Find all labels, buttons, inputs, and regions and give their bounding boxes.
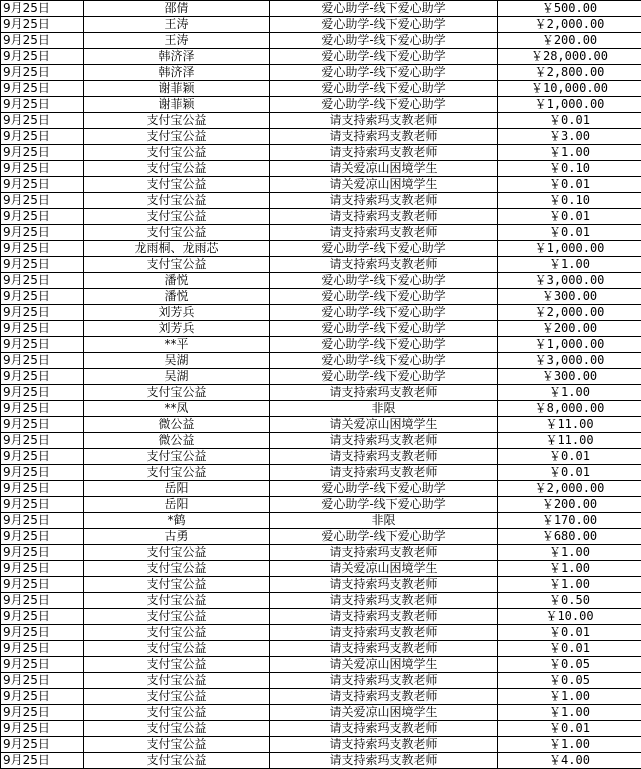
date-cell: 9月25日 xyxy=(1,81,84,97)
date-cell: 9月25日 xyxy=(1,625,84,641)
donor-cell: 王涛 xyxy=(84,33,270,49)
date-cell: 9月25日 xyxy=(1,497,84,513)
amount-cell: ￥0.01 xyxy=(498,641,641,657)
table-row xyxy=(1,753,641,769)
table-row xyxy=(1,369,641,385)
table-row xyxy=(1,593,641,609)
amount-cell: ￥1.00 xyxy=(498,561,641,577)
table-row xyxy=(1,577,641,593)
table-row xyxy=(1,81,641,97)
purpose-cell: 爱心助学-线下爱心助学 xyxy=(270,97,498,113)
purpose-cell: 请关爱凉山困境学生 xyxy=(270,417,498,433)
purpose-cell: 请支持索玛支教老师 xyxy=(270,753,498,769)
table-row xyxy=(1,705,641,721)
purpose-cell: 请支持索玛支教老师 xyxy=(270,209,498,225)
purpose-cell: 请支持索玛支教老师 xyxy=(270,673,498,689)
amount-cell: ￥2,800.00 xyxy=(498,65,641,81)
purpose-cell: 请支持索玛支教老师 xyxy=(270,577,498,593)
amount-cell: ￥1.00 xyxy=(498,737,641,753)
donor-cell: **凤 xyxy=(84,401,270,417)
purpose-cell: 爱心助学-线下爱心助学 xyxy=(270,49,498,65)
amount-cell: ￥3,000.00 xyxy=(498,273,641,289)
table-row xyxy=(1,417,641,433)
amount-cell: ￥0.01 xyxy=(498,625,641,641)
date-cell: 9月25日 xyxy=(1,401,84,417)
amount-cell: ￥10.00 xyxy=(498,609,641,625)
date-cell: 9月25日 xyxy=(1,593,84,609)
purpose-cell: 请支持索玛支教老师 xyxy=(270,721,498,737)
purpose-cell: 爱心助学-线下爱心助学 xyxy=(270,529,498,545)
donor-cell: 韩济泽 xyxy=(84,49,270,65)
amount-cell: ￥300.00 xyxy=(498,369,641,385)
date-cell: 9月25日 xyxy=(1,161,84,177)
amount-cell: ￥680.00 xyxy=(498,529,641,545)
amount-cell: ￥300.00 xyxy=(498,289,641,305)
amount-cell: ￥1.00 xyxy=(498,545,641,561)
table-row xyxy=(1,737,641,753)
purpose-cell: 请支持索玛支教老师 xyxy=(270,129,498,145)
purpose-cell: 爱心助学-线下爱心助学 xyxy=(270,1,498,17)
date-cell: 9月25日 xyxy=(1,145,84,161)
purpose-cell: 请支持索玛支教老师 xyxy=(270,145,498,161)
amount-cell: ￥1,000.00 xyxy=(498,337,641,353)
donor-cell: 支付宝公益 xyxy=(84,593,270,609)
donor-cell: 支付宝公益 xyxy=(84,721,270,737)
purpose-cell: 爱心助学-线下爱心助学 xyxy=(270,321,498,337)
date-cell: 9月25日 xyxy=(1,321,84,337)
date-cell: 9月25日 xyxy=(1,113,84,129)
amount-cell: ￥3.00 xyxy=(498,129,641,145)
amount-cell: ￥200.00 xyxy=(498,497,641,513)
date-cell: 9月25日 xyxy=(1,305,84,321)
purpose-cell: 请关爱凉山困境学生 xyxy=(270,177,498,193)
table-row xyxy=(1,609,641,625)
date-cell: 9月25日 xyxy=(1,177,84,193)
date-cell: 9月25日 xyxy=(1,33,84,49)
amount-cell: ￥3,000.00 xyxy=(498,353,641,369)
amount-cell: ￥2,000.00 xyxy=(498,481,641,497)
donor-cell: 支付宝公益 xyxy=(84,737,270,753)
date-cell: 9月25日 xyxy=(1,513,84,529)
donor-cell: 潘悦 xyxy=(84,289,270,305)
donor-cell: 支付宝公益 xyxy=(84,113,270,129)
date-cell: 9月25日 xyxy=(1,689,84,705)
purpose-cell: 请支持索玛支教老师 xyxy=(270,113,498,129)
donor-cell: 支付宝公益 xyxy=(84,641,270,657)
purpose-cell: 非限 xyxy=(270,401,498,417)
table-row xyxy=(1,257,641,273)
donor-cell: 吴湖 xyxy=(84,353,270,369)
table-row xyxy=(1,401,641,417)
table-row xyxy=(1,193,641,209)
date-cell: 9月25日 xyxy=(1,449,84,465)
donor-cell: 吴湖 xyxy=(84,369,270,385)
donor-cell: 潘悦 xyxy=(84,273,270,289)
amount-cell: ￥0.01 xyxy=(498,113,641,129)
purpose-cell: 请支持索玛支教老师 xyxy=(270,449,498,465)
amount-cell: ￥2,000.00 xyxy=(498,305,641,321)
amount-cell: ￥0.01 xyxy=(498,465,641,481)
purpose-cell: 请支持索玛支教老师 xyxy=(270,689,498,705)
donor-cell: 微公益 xyxy=(84,433,270,449)
donor-cell: 支付宝公益 xyxy=(84,209,270,225)
amount-cell: ￥0.01 xyxy=(498,209,641,225)
date-cell: 9月25日 xyxy=(1,209,84,225)
date-cell: 9月25日 xyxy=(1,337,84,353)
purpose-cell: 请支持索玛支教老师 xyxy=(270,433,498,449)
amount-cell: ￥0.01 xyxy=(498,225,641,241)
table-row xyxy=(1,721,641,737)
table-row xyxy=(1,433,641,449)
date-cell: 9月25日 xyxy=(1,273,84,289)
donor-cell: 支付宝公益 xyxy=(84,577,270,593)
amount-cell: ￥0.10 xyxy=(498,193,641,209)
donor-cell: 支付宝公益 xyxy=(84,657,270,673)
amount-cell: ￥200.00 xyxy=(498,321,641,337)
date-cell: 9月25日 xyxy=(1,465,84,481)
amount-cell: ￥4.00 xyxy=(498,753,641,769)
purpose-cell: 请支持索玛支教老师 xyxy=(270,641,498,657)
donor-cell: 支付宝公益 xyxy=(84,753,270,769)
donor-cell: 支付宝公益 xyxy=(84,193,270,209)
table-row xyxy=(1,225,641,241)
table-row xyxy=(1,449,641,465)
date-cell: 9月25日 xyxy=(1,753,84,769)
amount-cell: ￥11.00 xyxy=(498,433,641,449)
purpose-cell: 爱心助学-线下爱心助学 xyxy=(270,369,498,385)
donor-cell: 王涛 xyxy=(84,17,270,33)
table-row xyxy=(1,65,641,81)
table-row xyxy=(1,353,641,369)
donor-cell: 支付宝公益 xyxy=(84,449,270,465)
donor-cell: 龙雨桐、龙雨芯 xyxy=(84,241,270,257)
table-row xyxy=(1,513,641,529)
table-row xyxy=(1,305,641,321)
table-row xyxy=(1,17,641,33)
donor-cell: 岳阳 xyxy=(84,481,270,497)
purpose-cell: 爱心助学-线下爱心助学 xyxy=(270,289,498,305)
date-cell: 9月25日 xyxy=(1,97,84,113)
amount-cell: ￥10,000.00 xyxy=(498,81,641,97)
purpose-cell: 爱心助学-线下爱心助学 xyxy=(270,337,498,353)
donor-cell: 支付宝公益 xyxy=(84,129,270,145)
amount-cell: ￥1,000.00 xyxy=(498,241,641,257)
date-cell: 9月25日 xyxy=(1,385,84,401)
purpose-cell: 请支持索玛支教老师 xyxy=(270,545,498,561)
amount-cell: ￥1.00 xyxy=(498,385,641,401)
purpose-cell: 爱心助学-线下爱心助学 xyxy=(270,305,498,321)
date-cell: 9月25日 xyxy=(1,289,84,305)
donor-cell: **平 xyxy=(84,337,270,353)
table-row xyxy=(1,465,641,481)
purpose-cell: 请关爱凉山困境学生 xyxy=(270,705,498,721)
table-row xyxy=(1,289,641,305)
date-cell: 9月25日 xyxy=(1,65,84,81)
donor-cell: 微公益 xyxy=(84,417,270,433)
donor-cell: 谢菲颖 xyxy=(84,97,270,113)
table-row xyxy=(1,545,641,561)
amount-cell: ￥1.00 xyxy=(498,705,641,721)
donor-cell: 支付宝公益 xyxy=(84,225,270,241)
purpose-cell: 爱心助学-线下爱心助学 xyxy=(270,241,498,257)
date-cell: 9月25日 xyxy=(1,673,84,689)
donor-cell: 支付宝公益 xyxy=(84,689,270,705)
table-row xyxy=(1,385,641,401)
donor-cell: 支付宝公益 xyxy=(84,705,270,721)
amount-cell: ￥11.00 xyxy=(498,417,641,433)
amount-cell: ￥8,000.00 xyxy=(498,401,641,417)
table-row xyxy=(1,273,641,289)
purpose-cell: 爱心助学-线下爱心助学 xyxy=(270,353,498,369)
date-cell: 9月25日 xyxy=(1,705,84,721)
date-cell: 9月25日 xyxy=(1,561,84,577)
amount-cell: ￥0.50 xyxy=(498,593,641,609)
donor-cell: 刘芳兵 xyxy=(84,321,270,337)
table-row xyxy=(1,657,641,673)
table-row xyxy=(1,561,641,577)
table-row xyxy=(1,113,641,129)
table-row xyxy=(1,689,641,705)
purpose-cell: 非限 xyxy=(270,513,498,529)
amount-cell: ￥1.00 xyxy=(498,257,641,273)
donor-cell: 支付宝公益 xyxy=(84,545,270,561)
table-row xyxy=(1,129,641,145)
date-cell: 9月25日 xyxy=(1,481,84,497)
donor-cell: 支付宝公益 xyxy=(84,385,270,401)
purpose-cell: 请支持索玛支教老师 xyxy=(270,593,498,609)
date-cell: 9月25日 xyxy=(1,657,84,673)
amount-cell: ￥200.00 xyxy=(498,33,641,49)
purpose-cell: 请支持索玛支教老师 xyxy=(270,737,498,753)
amount-cell: ￥1.00 xyxy=(498,145,641,161)
purpose-cell: 请支持索玛支教老师 xyxy=(270,257,498,273)
date-cell: 9月25日 xyxy=(1,49,84,65)
amount-cell: ￥0.05 xyxy=(498,673,641,689)
date-cell: 9月25日 xyxy=(1,17,84,33)
purpose-cell: 爱心助学-线下爱心助学 xyxy=(270,33,498,49)
date-cell: 9月25日 xyxy=(1,577,84,593)
amount-cell: ￥2,000.00 xyxy=(498,17,641,33)
date-cell: 9月25日 xyxy=(1,641,84,657)
date-cell: 9月25日 xyxy=(1,1,84,17)
purpose-cell: 请关爱凉山困境学生 xyxy=(270,161,498,177)
date-cell: 9月25日 xyxy=(1,737,84,753)
table-row xyxy=(1,673,641,689)
purpose-cell: 请支持索玛支教老师 xyxy=(270,609,498,625)
date-cell: 9月25日 xyxy=(1,417,84,433)
donor-cell: 古勇 xyxy=(84,529,270,545)
purpose-cell: 爱心助学-线下爱心助学 xyxy=(270,481,498,497)
purpose-cell: 爱心助学-线下爱心助学 xyxy=(270,17,498,33)
table-row xyxy=(1,497,641,513)
date-cell: 9月25日 xyxy=(1,193,84,209)
donor-cell: 谢菲颖 xyxy=(84,81,270,97)
purpose-cell: 请支持索玛支教老师 xyxy=(270,385,498,401)
donor-cell: 支付宝公益 xyxy=(84,625,270,641)
donor-cell: 支付宝公益 xyxy=(84,465,270,481)
purpose-cell: 请关爱凉山困境学生 xyxy=(270,657,498,673)
donation-table-body xyxy=(1,1,641,769)
table-row xyxy=(1,641,641,657)
donor-cell: 支付宝公益 xyxy=(84,177,270,193)
purpose-cell: 爱心助学-线下爱心助学 xyxy=(270,81,498,97)
table-row xyxy=(1,177,641,193)
purpose-cell: 请支持索玛支教老师 xyxy=(270,193,498,209)
donor-cell: 刘芳兵 xyxy=(84,305,270,321)
amount-cell: ￥1,000.00 xyxy=(498,97,641,113)
purpose-cell: 请支持索玛支教老师 xyxy=(270,625,498,641)
donor-cell: 岳阳 xyxy=(84,497,270,513)
table-row xyxy=(1,209,641,225)
table-row xyxy=(1,1,641,17)
donor-cell: 支付宝公益 xyxy=(84,257,270,273)
table-row xyxy=(1,529,641,545)
date-cell: 9月25日 xyxy=(1,433,84,449)
purpose-cell: 爱心助学-线下爱心助学 xyxy=(270,273,498,289)
table-row xyxy=(1,145,641,161)
amount-cell: ￥0.10 xyxy=(498,161,641,177)
table-row xyxy=(1,161,641,177)
date-cell: 9月25日 xyxy=(1,257,84,273)
amount-cell: ￥0.01 xyxy=(498,449,641,465)
donor-cell: 支付宝公益 xyxy=(84,609,270,625)
table-row xyxy=(1,337,641,353)
amount-cell: ￥0.01 xyxy=(498,177,641,193)
date-cell: 9月25日 xyxy=(1,545,84,561)
donor-cell: 支付宝公益 xyxy=(84,161,270,177)
purpose-cell: 请支持索玛支教老师 xyxy=(270,225,498,241)
amount-cell: ￥0.01 xyxy=(498,721,641,737)
date-cell: 9月25日 xyxy=(1,609,84,625)
table-row xyxy=(1,241,641,257)
donor-cell: 支付宝公益 xyxy=(84,561,270,577)
date-cell: 9月25日 xyxy=(1,225,84,241)
donor-cell: 韩济泽 xyxy=(84,65,270,81)
table-row xyxy=(1,481,641,497)
date-cell: 9月25日 xyxy=(1,353,84,369)
purpose-cell: 爱心助学-线下爱心助学 xyxy=(270,65,498,81)
amount-cell: ￥28,000.00 xyxy=(498,49,641,65)
purpose-cell: 请支持索玛支教老师 xyxy=(270,465,498,481)
date-cell: 9月25日 xyxy=(1,129,84,145)
table-row xyxy=(1,321,641,337)
date-cell: 9月25日 xyxy=(1,721,84,737)
donor-cell: *鹤 xyxy=(84,513,270,529)
amount-cell: ￥1.00 xyxy=(498,577,641,593)
amount-cell: ￥1.00 xyxy=(498,689,641,705)
donor-cell: 支付宝公益 xyxy=(84,673,270,689)
table-row xyxy=(1,49,641,65)
date-cell: 9月25日 xyxy=(1,529,84,545)
donor-cell: 邵倩 xyxy=(84,1,270,17)
amount-cell: ￥170.00 xyxy=(498,513,641,529)
table-row xyxy=(1,97,641,113)
purpose-cell: 请关爱凉山困境学生 xyxy=(270,561,498,577)
amount-cell: ￥500.00 xyxy=(498,1,641,17)
amount-cell: ￥0.05 xyxy=(498,657,641,673)
date-cell: 9月25日 xyxy=(1,241,84,257)
table-row xyxy=(1,625,641,641)
purpose-cell: 爱心助学-线下爱心助学 xyxy=(270,497,498,513)
date-cell: 9月25日 xyxy=(1,369,84,385)
table-row xyxy=(1,33,641,49)
donor-cell: 支付宝公益 xyxy=(84,145,270,161)
